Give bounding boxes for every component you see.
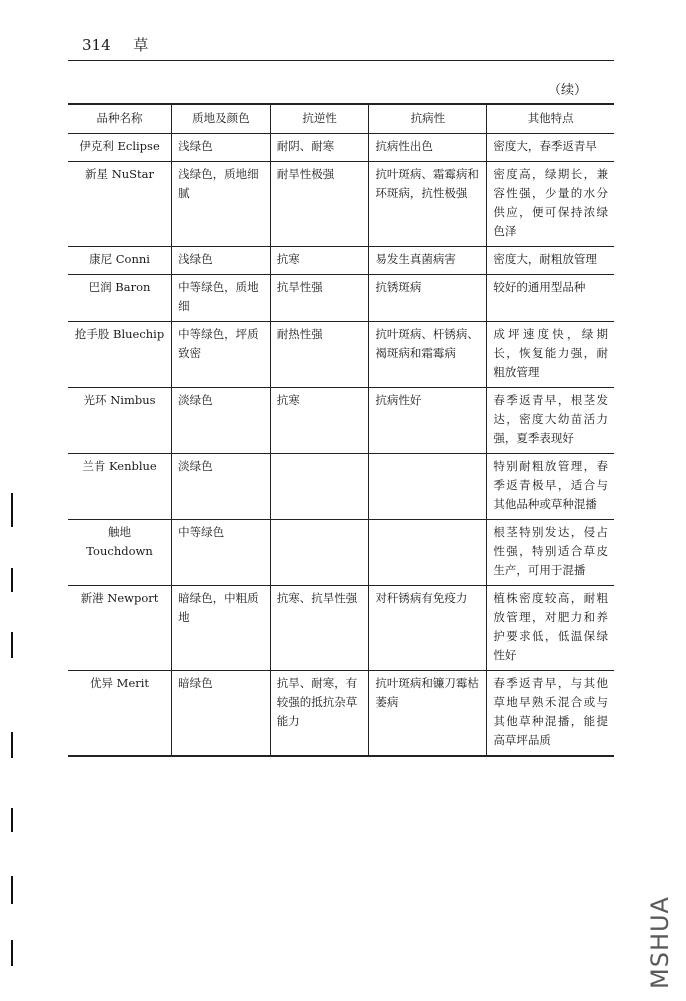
table-row: [68, 671, 614, 757]
cell-texture-color: 浅绿色，质地细腻: [172, 162, 271, 247]
cell-other-features: 较好的通用型品种: [487, 275, 614, 322]
table-row: [68, 388, 614, 454]
cell-disease-resistance: 抗叶斑病和镰刀霉枯萎病: [369, 671, 487, 757]
cell-stress-resistance: 抗寒: [270, 247, 369, 275]
continued-label: （续）: [548, 83, 588, 98]
margin-mark: [11, 632, 13, 658]
margin-mark: [11, 568, 13, 592]
page-header: [82, 34, 148, 55]
cell-disease-resistance: [369, 454, 487, 520]
table-row: [68, 162, 614, 247]
header-rule: [68, 60, 614, 61]
cell-other-features: 成坪速度快，绿期长，恢复能力强，耐粗放管理: [487, 322, 614, 388]
section-title: 草: [133, 36, 149, 54]
cell-texture-color: 中等绿色: [172, 520, 271, 586]
cell-variety-name: 抢手股 Bluechip: [68, 322, 172, 388]
table-body: [68, 134, 614, 757]
cell-disease-resistance: [369, 520, 487, 586]
watermark-text: MSHUA: [646, 896, 674, 990]
table-row: [68, 586, 614, 671]
cell-variety-name: 康尼 Conni: [68, 247, 172, 275]
cell-disease-resistance: 易发生真菌病害: [369, 247, 487, 275]
cell-variety-name: 光环 Nimbus: [68, 388, 172, 454]
cell-texture-color: 中等绿色，坪质致密: [172, 322, 271, 388]
cell-other-features: 密度大，耐粗放管理: [487, 247, 614, 275]
cell-stress-resistance: [270, 454, 369, 520]
cell-disease-resistance: 抗病性好: [369, 388, 487, 454]
table-header-row: [68, 104, 614, 134]
header-stress-resistance: 抗逆性: [270, 104, 369, 134]
cell-other-features: 根茎特别发达，侵占性强，特别适合草皮生产，可用于混播: [487, 520, 614, 586]
cell-texture-color: 浅绿色: [172, 247, 271, 275]
header-other-features: 其他特点: [487, 104, 614, 134]
variety-table: [68, 103, 614, 757]
header-disease-resistance: 抗病性: [369, 104, 487, 134]
cell-stress-resistance: 抗寒、抗旱性强: [270, 586, 369, 671]
cell-disease-resistance: 抗病性出色: [369, 134, 487, 162]
cell-stress-resistance: 抗旱、耐寒，有较强的抵抗杂草能力: [270, 671, 369, 757]
cell-variety-name: 伊克利 Eclipse: [68, 134, 172, 162]
cell-disease-resistance: 对秆锈病有免疫力: [369, 586, 487, 671]
cell-other-features: 植株密度较高，耐粗放管理，对肥力和养护要求低，低温保绿性好: [487, 586, 614, 671]
cell-other-features: 密度高，绿期长，兼容性强，少量的水分供应，便可保持浓绿色泽: [487, 162, 614, 247]
margin-mark: [11, 940, 13, 966]
table-row: [68, 322, 614, 388]
cell-other-features: 春季返青早，与其他草地早熟禾混合或与其他草种混播，能提高草坪品质: [487, 671, 614, 757]
cell-disease-resistance: 抗叶斑病、霜霉病和环斑病，抗性极强: [369, 162, 487, 247]
cell-other-features: 密度大，春季返青早: [487, 134, 614, 162]
header-texture-color: 质地及颜色: [172, 104, 271, 134]
table-row: [68, 454, 614, 520]
cell-texture-color: 淡绿色: [172, 388, 271, 454]
cell-stress-resistance: 抗旱性强: [270, 275, 369, 322]
cell-stress-resistance: 耐热性强: [270, 322, 369, 388]
header-variety-name: 品种名称: [68, 104, 172, 134]
cell-stress-resistance: 耐旱性极强: [270, 162, 369, 247]
cell-texture-color: 淡绿色: [172, 454, 271, 520]
cell-stress-resistance: 抗寒: [270, 388, 369, 454]
cell-variety-name: 兰肯 Kenblue: [68, 454, 172, 520]
table-row: [68, 134, 614, 162]
cell-variety-name: 优异 Merit: [68, 671, 172, 757]
cell-stress-resistance: [270, 520, 369, 586]
cell-other-features: 特别耐粗放管理，春季返青极早，适合与其他品种或草种混播: [487, 454, 614, 520]
margin-mark: [11, 808, 13, 832]
cell-disease-resistance: 抗锈斑病: [369, 275, 487, 322]
cell-variety-name: 新星 NuStar: [68, 162, 172, 247]
table-row: [68, 275, 614, 322]
cell-stress-resistance: 耐阴、耐寒: [270, 134, 369, 162]
margin-mark: [11, 876, 13, 904]
cell-variety-name: 巴润 Baron: [68, 275, 172, 322]
cell-texture-color: 中等绿色，质地细: [172, 275, 271, 322]
margin-mark: [11, 493, 13, 527]
cell-other-features: 春季返青早，根茎发达，密度大幼苗活力强，夏季表现好: [487, 388, 614, 454]
margin-mark: [11, 732, 13, 758]
table-row: [68, 247, 614, 275]
cell-texture-color: 暗绿色，中粗质地: [172, 586, 271, 671]
cell-variety-name: 新港 Newport: [68, 586, 172, 671]
cell-texture-color: 浅绿色: [172, 134, 271, 162]
cell-texture-color: 暗绿色: [172, 671, 271, 757]
cell-variety-name: 触地 Touchdown: [68, 520, 172, 586]
page-number: 314: [82, 36, 111, 54]
cell-disease-resistance: 抗叶斑病、杆锈病、褐斑病和霜霉病: [369, 322, 487, 388]
table-row: [68, 520, 614, 586]
